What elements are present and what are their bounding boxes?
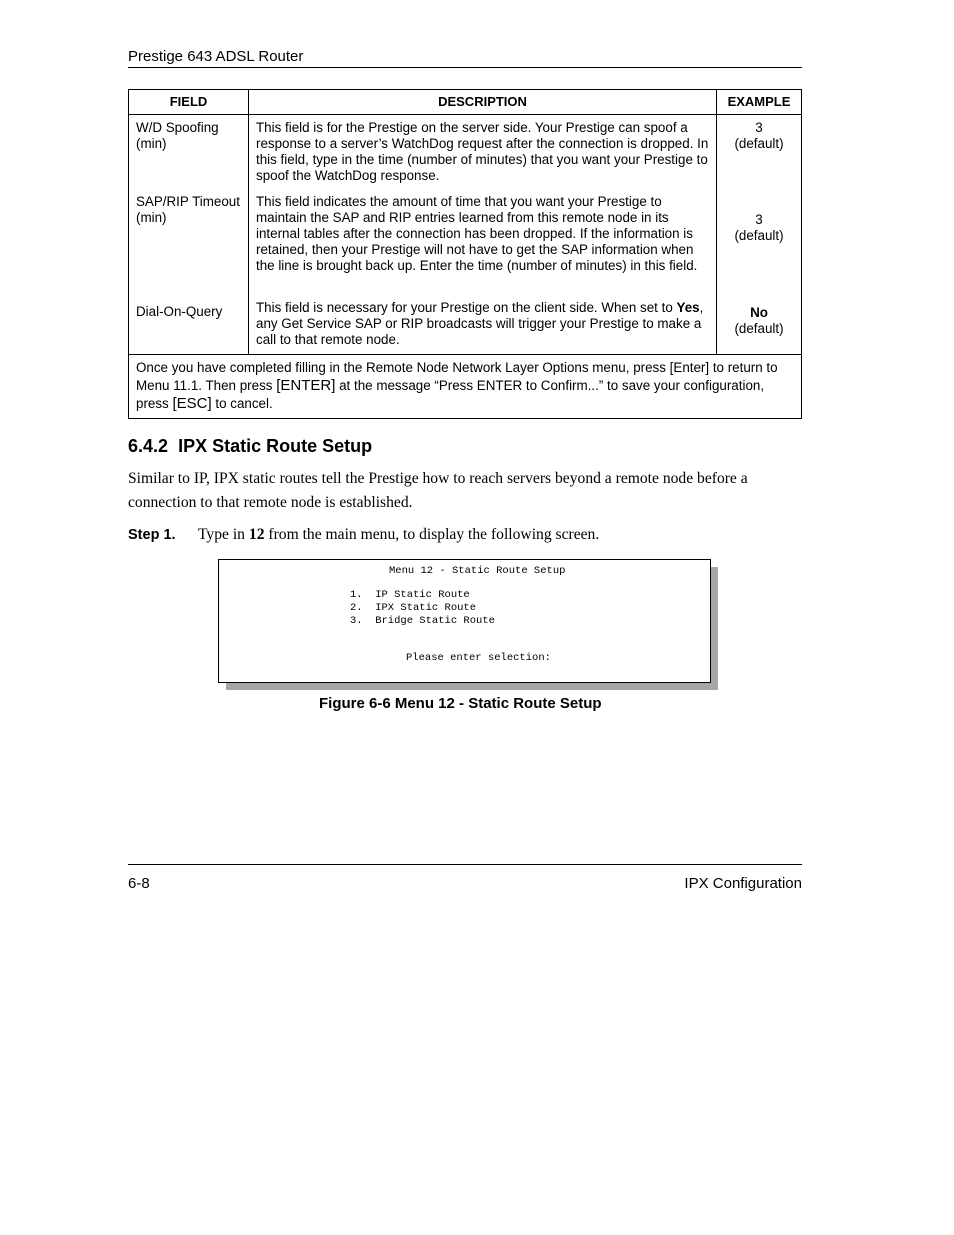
- note-text: at the message “Press ENTER to Confirm...” to save your configuration, press: [136, 378, 765, 411]
- field-description-table: [128, 89, 802, 419]
- example-value: No: [750, 305, 768, 320]
- example-dial-on-query: [721, 305, 797, 337]
- note-key-enter: [ENTER]: [276, 377, 336, 394]
- description-dial-on-query: [256, 300, 709, 348]
- step-bold-number: 12: [248, 526, 265, 543]
- menu-item-ipx-static-route: 2. IPX Static Route: [350, 602, 477, 614]
- terminal-screen: [218, 559, 711, 683]
- field-cell: [129, 115, 249, 355]
- description-bold-yes: Yes: [676, 300, 700, 315]
- step-instruction: [128, 526, 599, 544]
- menu-title: Menu 12 - Static Route Setup: [389, 565, 566, 577]
- menu-item-ip-static-route: 1. IP Static Route: [350, 589, 470, 601]
- section-number: 6.4.2: [128, 436, 169, 456]
- selection-prompt: Please enter selection:: [406, 652, 551, 664]
- column-header-example: EXAMPLE: [717, 90, 802, 115]
- note-text: to cancel.: [211, 396, 273, 411]
- table-row: [129, 115, 802, 355]
- field-name-sap-rip-timeout: SAP/RIP Timeout (min): [136, 194, 240, 225]
- note-key-esc: [ESC]: [172, 395, 212, 412]
- menu-item-bridge-static-route: 3. Bridge Static Route: [350, 615, 495, 627]
- example-note: (default): [734, 321, 784, 336]
- example-note: (default): [734, 228, 784, 243]
- description-sap-rip-timeout: This field indicates the amount of time that you want your Prestige to maintain the SAP and RIP entries learned from this remote node in its internal tables after the connection has been dropped. If the information is retained, then your Prestige will not have to get the SAP information when the line is brought back up. Enter the time (number of minutes) in this field.: [256, 194, 698, 273]
- example-wd-spoofing: [721, 120, 797, 152]
- page-header-title: Prestige 643 ADSL Router: [128, 48, 304, 65]
- description-text: , any Get Service SAP or RIP broadcasts will trigger your Prestige to make a call to that remote node.: [256, 300, 704, 347]
- example-sap-rip-timeout: [721, 212, 797, 244]
- example-note: (default): [734, 136, 784, 151]
- body-paragraph: Similar to IP, IPX static routes tell the Prestige how to reach servers beyond a remote node before a connection to that remote node is established.: [128, 470, 748, 511]
- table-note-row: [129, 355, 802, 419]
- step-text: from the main menu, to display the following screen.: [264, 526, 600, 543]
- field-name-dial-on-query: Dial-On-Query: [136, 304, 223, 319]
- table-note: [129, 355, 802, 419]
- header-rule: [128, 67, 802, 68]
- section-title: IPX Static Route Setup: [178, 436, 373, 456]
- footer-rule: [128, 864, 802, 865]
- footer-page-number: 6-8: [128, 875, 150, 892]
- description-cell: [249, 115, 717, 355]
- step-text: Type in: [198, 526, 249, 543]
- column-header-description: DESCRIPTION: [249, 90, 717, 115]
- description-wd-spoofing: This field is for the Prestige on the server side. Your Prestige can spoof a response to a server’s WatchDog request after the connection is dropped. In this field, type in the time (number of minutes) that you want your Prestige to spoof the WatchDog response.: [256, 120, 709, 183]
- example-value: 3: [755, 212, 763, 227]
- note-text: Once you have completed filling in the Remote Node Network Layer Options menu, press [Enter] to return to Menu 11.1. Then press: [136, 360, 778, 393]
- section-heading: [128, 436, 372, 457]
- description-text: This field is necessary for your Prestige on the client side. When set to: [256, 300, 677, 315]
- field-name-wd-spoofing: W/D Spoofing (min): [136, 120, 219, 151]
- example-value: 3: [755, 120, 763, 135]
- footer-chapter-title: IPX Configuration: [684, 875, 802, 892]
- table-header-row: [129, 90, 802, 115]
- column-header-field: FIELD: [129, 90, 249, 115]
- example-cell: [717, 115, 802, 355]
- step-label: Step 1.: [128, 527, 176, 543]
- figure-caption: Figure 6-6 Menu 12 - Static Route Setup: [319, 695, 602, 712]
